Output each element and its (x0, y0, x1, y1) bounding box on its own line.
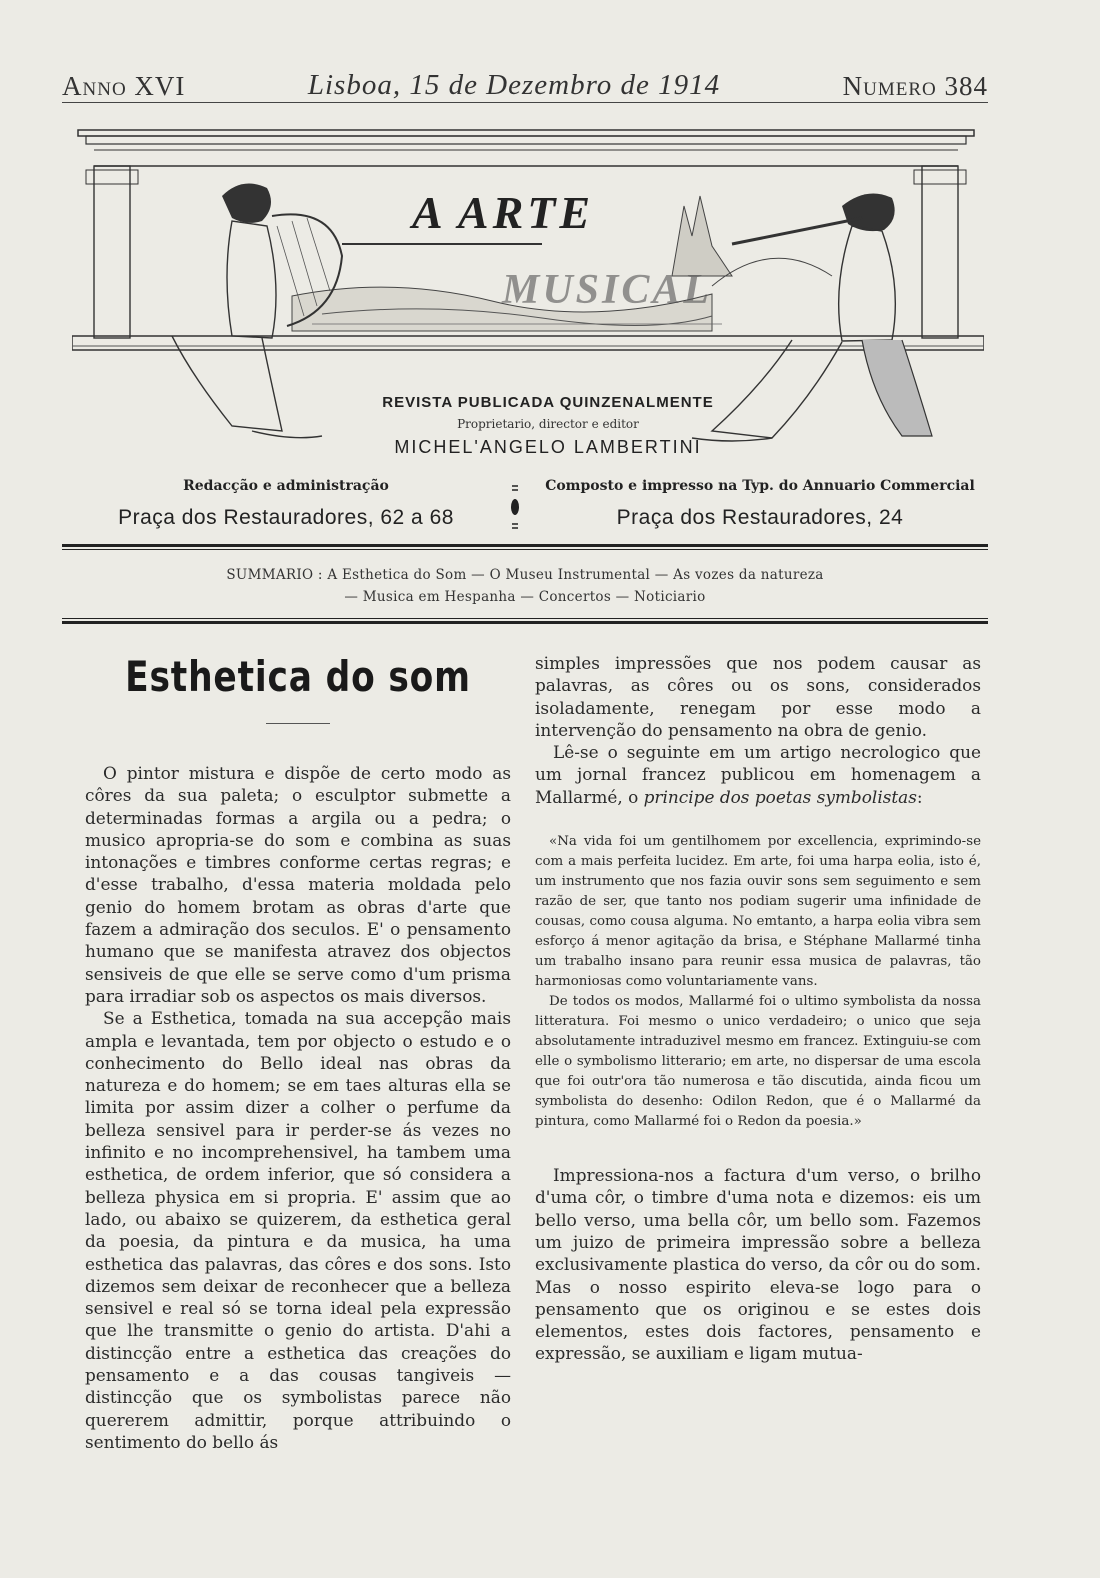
rule-top (62, 544, 988, 547)
summary-line-2: — Musica em Hespanha — Concertos — Noticiario (344, 589, 706, 605)
right-column-text (535, 652, 981, 808)
title-rule (266, 723, 330, 724)
proprietor-line: Proprietario, director e editor (457, 417, 639, 431)
block-quote (535, 832, 981, 1132)
summary (62, 564, 988, 608)
masthead-title: A ARTE (412, 187, 595, 238)
italic-phrase: principe dos poetas symbolistas (643, 786, 917, 807)
rule-bottom-thin (62, 618, 988, 619)
quote-paragraph: De todos os modos, Mallarmé foi o ultimo symbolista da nossa litteratura. Foi mesmo o unico verdadeiro; o unico que seja absolutamente intraduzivel mesmo em francez. Extinguiu-se com elle o symbolismo litterario; em arte, no dispersar de uma escola que foi outr'ora tão numerosa e tão discutida, ainda ficou um symbolista do desenho: Odilon Redon, que é o Mallarmé da pintura, como Mallarmé foi o Redon da poesia.» (535, 994, 981, 1130)
paragraph-end: : (916, 786, 923, 807)
quote-paragraph: «Na vida foi um gentilhomem por excellencia, exprimindo-se com a mais perfeita lucidez. Em arte, foi uma harpa eolia, isto é, um instrumento que nos fazia ouvir sons sem seguimento e sem razão de ser, que tanto nos podiam sugerir uma infinidade de cousas, como cousa alguma. No emtanto, a harpa eolia vibra sem esforço á menor agitação da brisa, e Stéphane Mallarmé tinha um trabalho insano para reunir essa musica de palavras, tão harmoniosas como voluntariamente vans. (535, 834, 981, 990)
paragraph: Se a Esthetica, tomada na sua accepção mais ampla e levantada, tem por objecto o estudo e o conhecimento do Bello ideal nas obras da natureza e do homem; se em taes alturas ella se limita por assim dizer a colher o perfume da belleza sensivel para ir perder-se ás vezes no infinito e no incomprehensivel, ha tambem uma esthetica, de ordem inferior, que só considera a belleza physica em si propria. E' assim que ao lado, ou abaixo se quizerem, da esthetica geral da poesia, da pintura e da musica, ha uma esthetica das palavras, das côres e dos sons. Isto dizemos sem deixar de reconhecer que a belleza sensivel e real só se torna ideal pela expressão que lhe transmitte o genio do artista. D'ahi a distincção entre a esthetica das creações do pensamento e a das cousas tangiveis — distincção que os symbolistas parece não quererem admittir, porque attribuindo o sentimento do bello ás (85, 1008, 511, 1452)
issue-date: Lisboa, 15 de Dezembro de 1914 (307, 69, 721, 101)
printer-label: Composto e impresso na Typ. do Annuario Commercial (545, 478, 975, 494)
rule-top-thin (62, 549, 988, 550)
masthead-tagline: REVISTA PUBLICADA QUINZENALMENTE (382, 394, 714, 411)
printer-address (530, 478, 990, 530)
article-title: Esthetica do som (125, 652, 471, 701)
paragraph-text: Lê-se o seguinte em um artigo necrologico que um jornal francez publicou em homenagem a Mallarmé, o (535, 742, 981, 807)
ornament-divider-icon (508, 482, 522, 532)
summary-line-1: SUMMARIO : A Esthetica do Som — O Museu Instrumental — As vozes da natureza (226, 567, 824, 583)
right-column (535, 652, 981, 1365)
rule-bottom (62, 621, 988, 624)
masthead-subtitle: MUSICAL (502, 267, 713, 313)
editorial-address (96, 478, 476, 530)
paragraph: Impressiona-nos a factura d'um verso, o brilho d'uma côr, o timbre d'uma nota e dizemos: eis um bello verso, uma bella côr, um bello som. Fazemos um juizo de primeira impressão sobre a belleza exclusivamente plastica do verso, da côr ou do som. Mas o nosso espirito eleva-se logo para o pensamento que os originou e se estes dois elementos, estes dois factores, pensamento e expressão, se auxiliam e ligam mutua- (535, 1165, 981, 1364)
printer-street: Praça dos Restauradores, 24 (616, 506, 904, 529)
issue-number: Numero 384 (842, 71, 988, 101)
paragraph (535, 741, 981, 808)
masthead (72, 126, 984, 478)
editorial-label: Redacção e administração (183, 478, 389, 494)
editor-name: MICHEL'ANGELO LAMBERTINI (394, 437, 702, 457)
running-header (62, 58, 988, 103)
paragraph: O pintor mistura e dispõe de certo modo as côres da sua paleta; o esculptor submette a determinadas formas a argila ou a pedra; o musico apropria-se do som e combina as suas intonações e timbres conforme certas regras; e d'esse trabalho, d'essa materia moldada pelo genio do homem brotam as obras d'arte que fazem a admiração dos seculos. E' o pensamento humano que se manifesta atravez dos objectos sensiveis de que elle se serve como d'um prisma para irradiar sob os aspectos os mais diversos. (85, 763, 511, 1006)
volume-label: Anno XVI (62, 71, 186, 101)
paragraph: simples impressões que nos podem causar as palavras, as côres ou os sons, considerados isoladamente, renegam por esse modo a intervenção do pensamento na obra de genio. (535, 653, 981, 740)
editorial-street: Praça dos Restauradores, 62 a 68 (118, 506, 454, 529)
left-column-text (85, 762, 511, 1453)
left-column (85, 650, 511, 1453)
masthead-credits (72, 394, 984, 458)
right-column-text-continued (535, 1164, 981, 1365)
